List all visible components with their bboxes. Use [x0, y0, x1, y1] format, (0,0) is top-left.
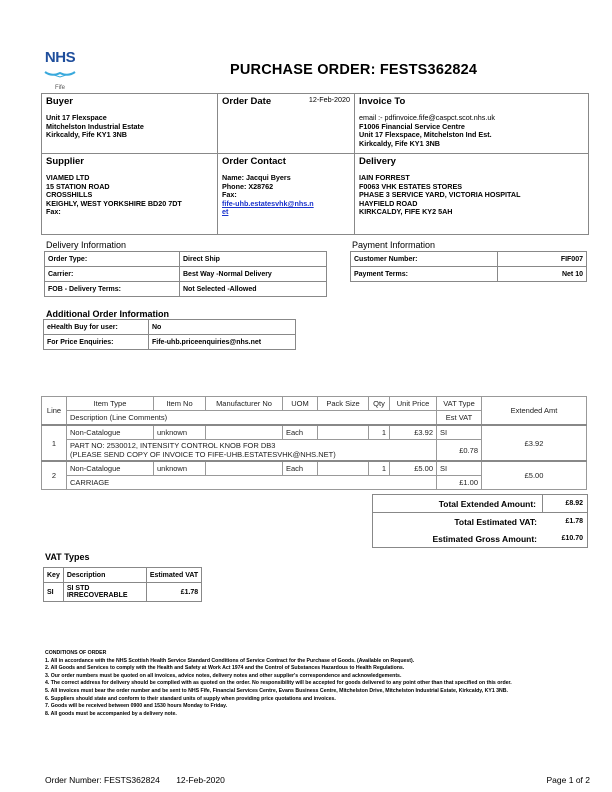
- pack-size: [318, 461, 369, 476]
- value: Net 10: [498, 267, 587, 282]
- additional-info-heading: Additional Order Information: [46, 309, 169, 319]
- totals-box: [372, 494, 588, 548]
- col-item-no: Item No: [154, 397, 206, 411]
- line-items-table: [41, 396, 587, 490]
- delivery-line: F0063 VHK ESTATES STORES: [359, 181, 463, 191]
- manufacturer-no: [206, 461, 283, 476]
- contact-name: Name: Jacqui Byers: [222, 173, 291, 182]
- footer-page-number: Page 1 of 2: [546, 775, 590, 785]
- table-row: [42, 461, 587, 476]
- line-number: 2: [42, 461, 67, 490]
- value: No: [149, 320, 296, 335]
- vat-key: SI: [44, 583, 64, 602]
- col-estimated-vat: Estimated VAT: [146, 568, 201, 583]
- value: Fife-uhb.priceenquiries@nhs.net: [149, 335, 296, 350]
- vat-estimated: £1.78: [146, 583, 201, 602]
- condition-item: 6. Suppliers should state and conform to their standard units of supply when providing price quotations and invoices.: [45, 695, 336, 702]
- label: FOB - Delivery Terms:: [45, 282, 180, 297]
- uom: Each: [283, 461, 318, 476]
- item-no: unknown: [154, 425, 206, 440]
- col-item-type: Item Type: [67, 397, 154, 411]
- condition-item: 8. All goods must be accompanied by a delivery note.: [45, 710, 177, 717]
- payment-info-table: [350, 251, 587, 282]
- supplier-line: CROSSHILLS: [46, 190, 93, 200]
- table-row: [44, 320, 296, 335]
- description: CARRIAGE: [67, 476, 437, 490]
- item-type: Non-Catalogue: [67, 461, 154, 476]
- invoice-line: F1006 Financial Service Centre: [359, 121, 465, 131]
- col-description: Description (Line Comments): [67, 411, 437, 426]
- invoice-to-section: [355, 94, 588, 154]
- table-row: [45, 267, 327, 282]
- table-row: [351, 252, 587, 267]
- label: Payment Terms:: [351, 267, 498, 282]
- value: Not Selected -Allowed: [180, 282, 327, 297]
- est-vat: £1.00: [437, 476, 482, 490]
- item-no: unknown: [154, 461, 206, 476]
- logo-text: NHS: [44, 49, 76, 66]
- order-header-grid: [41, 93, 589, 235]
- table-row: [45, 282, 327, 297]
- table-row: [44, 583, 202, 602]
- logo-swoosh-icon: [44, 70, 76, 78]
- col-unit-price: Unit Price: [390, 397, 437, 411]
- nhs-fife-logo: [44, 50, 76, 92]
- total-vat-value: £1.78: [565, 518, 583, 525]
- order-date-value: 12-Feb-2020: [308, 95, 350, 104]
- extended-amt: £3.92: [482, 425, 587, 461]
- col-manufacturer-no: Manufacturer No: [206, 397, 283, 411]
- pack-size: [318, 425, 369, 440]
- delivery-line: IAIN FORREST: [359, 173, 410, 182]
- contact-email-link-cont[interactable]: et: [222, 207, 229, 217]
- extended-amt: £5.00: [482, 461, 587, 490]
- condition-item: 4. The correct address for delivery should be complied with as quoted on the order. No responsibility will be accepted for goods delivered to any point other than that specified on this order.: [45, 680, 512, 687]
- total-vat-label: Total Estimated VAT:: [454, 516, 537, 527]
- vat-types-heading: VAT Types: [45, 552, 90, 562]
- contact-phone: Phone: X28762: [222, 181, 274, 191]
- label: Carrier:: [45, 267, 180, 282]
- conditions-heading: CONDITIONS OF ORDER: [45, 650, 107, 656]
- total-extended-value: £8.92: [542, 495, 587, 512]
- value: FIF007: [498, 252, 587, 267]
- qty: 1: [369, 425, 390, 440]
- invoice-line: Kirkcaldy, Fife KY1 3NB: [359, 138, 440, 148]
- col-key: Key: [44, 568, 64, 583]
- condition-item: 2. All Goods and Services to comply with the Health and Safety at Work Act 1974 and the Control of Substances Hazardous to Health Regulations.: [45, 665, 405, 672]
- supplier-line: Fax:: [46, 207, 61, 217]
- table-row: [45, 252, 327, 267]
- delivery-section: [355, 154, 588, 234]
- footer-left: [45, 775, 225, 785]
- condition-item: 3. Our order numbers must be quoted on all invoices, advice notes, delivery notes and other supplier's correspondence and acknowledgements.: [45, 672, 402, 679]
- order-contact-section: [218, 154, 355, 234]
- delivery-line: HAYFIELD ROAD: [359, 198, 418, 208]
- col-extended-amt: Extended Amt: [482, 397, 587, 426]
- invoice-line: Unit 17 Flexspace, Mitchelston Ind Est.: [359, 130, 492, 140]
- buyer-line: Kirkcaldy, Fife KY1 3NB: [46, 130, 127, 140]
- contact-email-link[interactable]: fife-uhb.estatesvhk@nhs.n: [222, 198, 314, 208]
- buyer-line: Unit 17 Flexspace: [46, 113, 107, 122]
- col-uom: UOM: [283, 397, 318, 411]
- delivery-info-table: [44, 251, 327, 297]
- vat-types-table: [43, 567, 202, 602]
- page-title: PURCHASE ORDER: FESTS362824: [230, 62, 478, 78]
- vat-description: SI STD IRRECOVERABLE: [63, 583, 146, 602]
- value: Direct Ship: [180, 252, 327, 267]
- total-gross-value: £10.70: [561, 535, 583, 542]
- supplier-line: 15 STATION ROAD: [46, 181, 110, 191]
- supplier-line: VIAMED LTD: [46, 173, 90, 182]
- condition-item: 7. Goods will be received between 0900 and 1530 hours Monday to Friday.: [45, 703, 228, 710]
- label: eHealth Buy for user:: [44, 320, 149, 335]
- total-vat-row: [373, 513, 587, 530]
- label: Order Type:: [45, 252, 180, 267]
- description: [67, 440, 437, 462]
- header-row: [42, 397, 587, 411]
- condition-item: 1. All in accordance with the NHS Scottish Health Service Standard Conditions of Service Contract for the Purchase of Goods. (Available on Request).: [45, 657, 415, 664]
- invoice-to-heading: Invoice To: [359, 96, 406, 107]
- delivery-line: PHASE 3 SERVICE YARD, VICTORIA HOSPITAL: [359, 190, 521, 200]
- buyer-line: Mitchelston Industrial Estate: [46, 121, 144, 131]
- footer-order-number: Order Number: FESTS362824: [45, 775, 160, 785]
- total-extended-row: [373, 495, 587, 513]
- qty: 1: [369, 461, 390, 476]
- footer-date: 12-Feb-2020: [176, 775, 225, 785]
- delivery-heading: Delivery: [359, 156, 396, 167]
- vat-type: SI: [437, 425, 482, 440]
- payment-info-heading: Payment Information: [352, 240, 436, 250]
- conditions-of-order: [45, 650, 590, 718]
- unit-price: £5.00: [390, 461, 437, 476]
- order-contact-heading: Order Contact: [222, 156, 286, 167]
- invoice-line: email :- pdfinvoice.fife@caspct.scot.nhs.uk: [359, 113, 495, 122]
- table-row: [351, 267, 587, 282]
- total-gross-row: [373, 530, 587, 547]
- col-vat-type: VAT Type: [437, 397, 482, 411]
- table-row: [44, 335, 296, 350]
- col-pack-size: Pack Size: [318, 397, 369, 411]
- buyer-section: [42, 94, 218, 154]
- manufacturer-no: [206, 425, 283, 440]
- label: For Price Enquiries:: [44, 335, 149, 350]
- col-est-vat: Est VAT: [437, 411, 482, 426]
- total-gross-label: Estimated Gross Amount:: [432, 533, 537, 544]
- line-number: 1: [42, 425, 67, 461]
- delivery-line: KIRKCALDY, FIFE KY2 5AH: [359, 207, 453, 217]
- description-line: PART NO: 2530012, INTENSITY CONTROL KNOB FOR DB3: [70, 441, 276, 450]
- contact-fax: Fax:: [222, 190, 237, 200]
- table-row: [42, 425, 587, 440]
- label: Customer Number:: [351, 252, 498, 267]
- additional-info-table: [43, 319, 296, 350]
- vat-type: SI: [437, 461, 482, 476]
- delivery-info-heading: Delivery Information: [46, 240, 127, 250]
- est-vat: £0.78: [437, 440, 482, 462]
- col-qty: Qty: [369, 397, 390, 411]
- header-row: [44, 568, 202, 583]
- col-description: Description: [63, 568, 146, 583]
- total-extended-label: Total Extended Amount:: [438, 498, 536, 509]
- supplier-heading: Supplier: [46, 156, 85, 167]
- uom: Each: [283, 425, 318, 440]
- order-date-heading: Order Date: [222, 96, 272, 107]
- supplier-line: KEIGHLY, WEST YORKSHIRE BD20 7DT: [46, 198, 182, 208]
- description-line: (PLEASE SEND COPY OF INVOICE TO FIFE-UHB.ESTATESVHK@NHS.NET): [70, 450, 336, 459]
- col-line: Line: [42, 397, 67, 426]
- unit-price: £3.92: [390, 425, 437, 440]
- condition-item: 5. All invoices must bear the order number and be sent to NHS Fife, Financial Services Centre, Evans Business Centre, Mitchelston Drive, Mitchelston Industrial Estate, Kirkcaldy, KY1 3NB.: [45, 687, 508, 694]
- order-date-section: [218, 94, 355, 154]
- supplier-section: [42, 154, 218, 234]
- value: Best Way -Normal Delivery: [180, 267, 327, 282]
- item-type: Non-Catalogue: [67, 425, 154, 440]
- buyer-heading: Buyer: [46, 96, 73, 107]
- logo-region: Fife: [54, 85, 65, 91]
